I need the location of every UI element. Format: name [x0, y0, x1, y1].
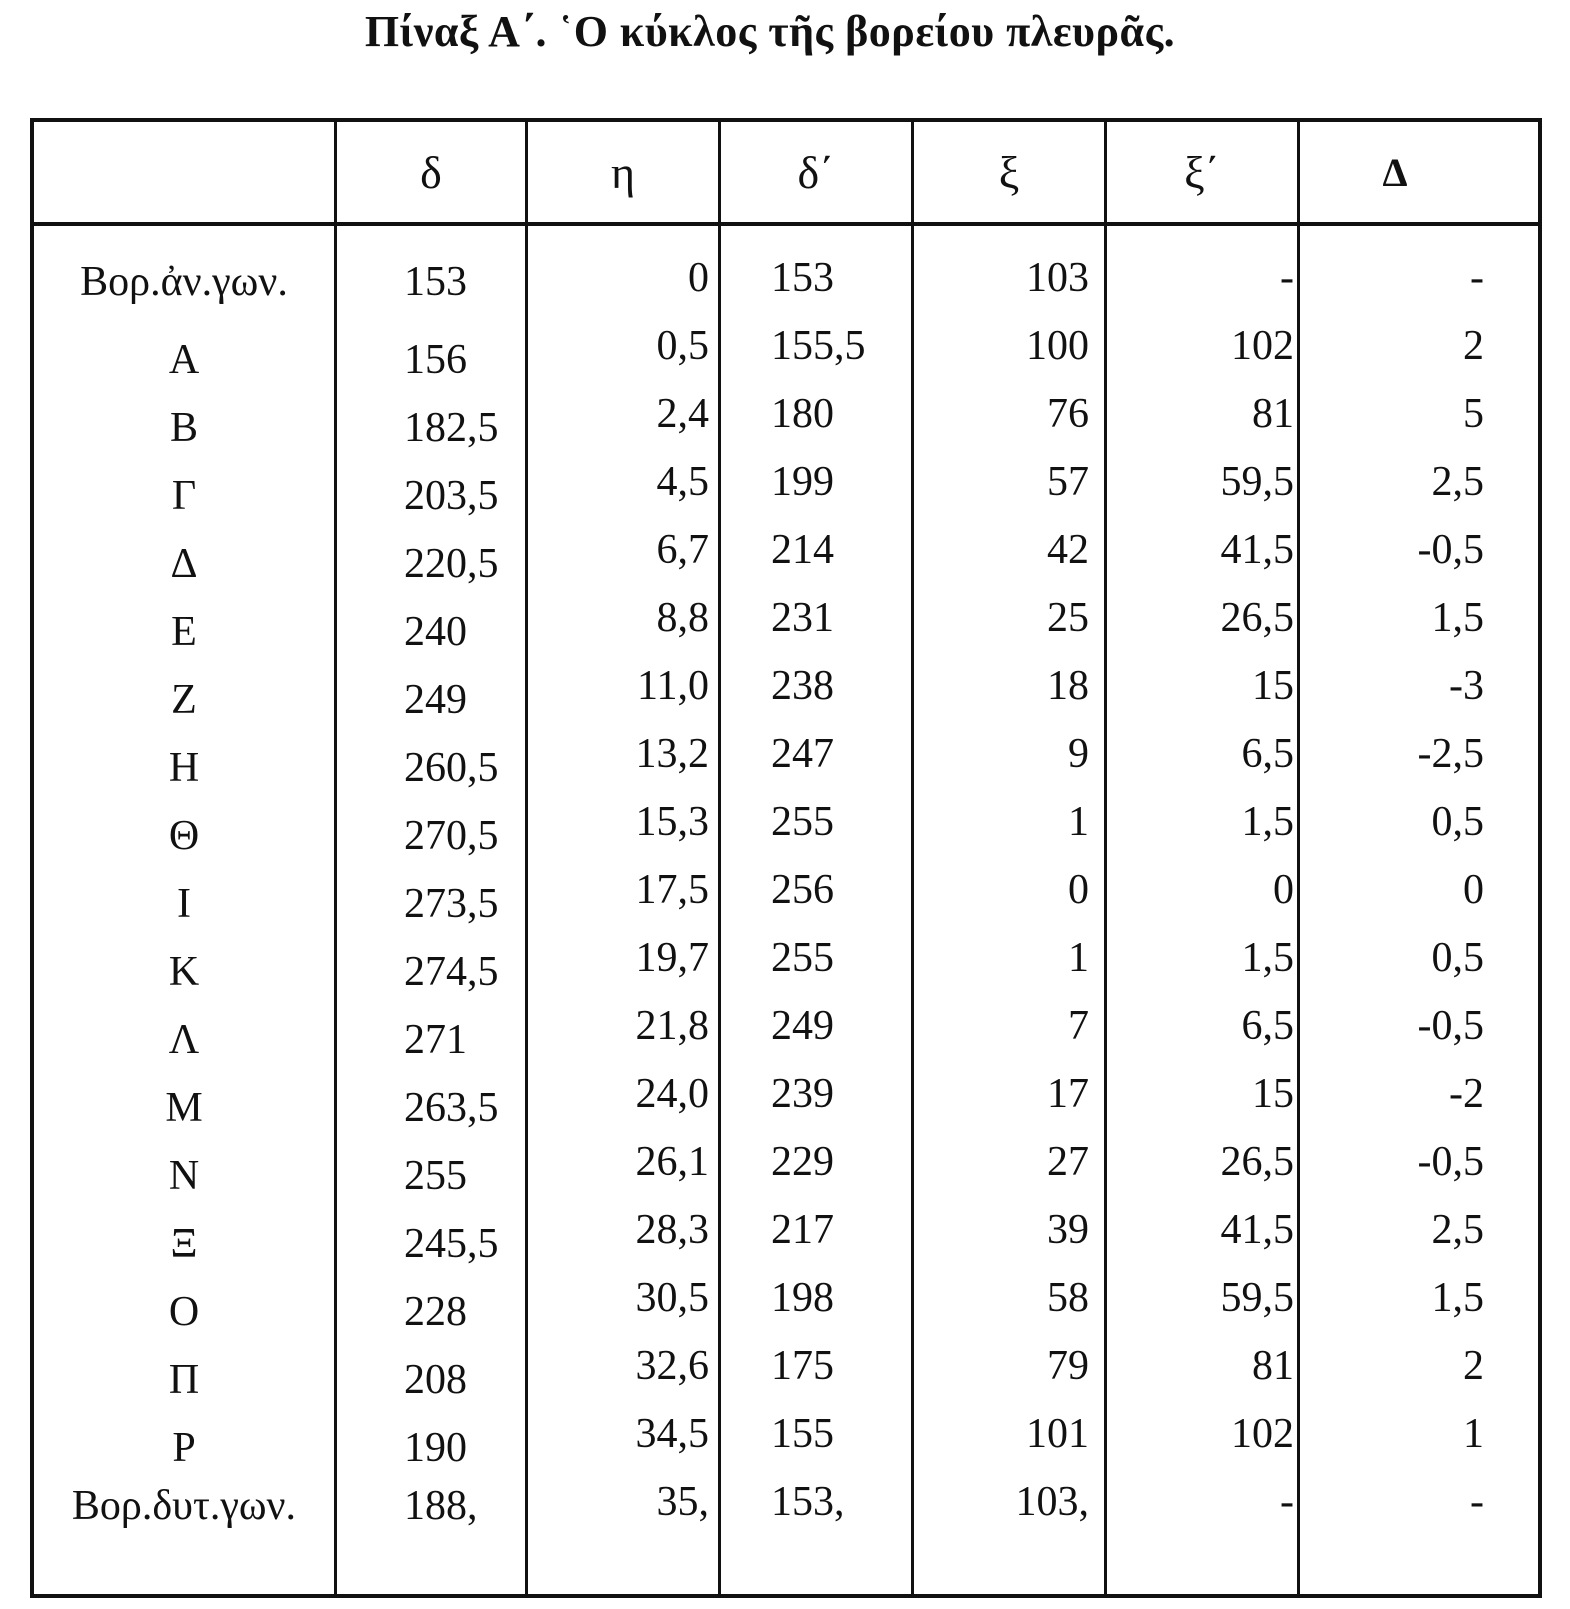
cell-delta-small: 188, — [404, 1483, 478, 1529]
cell-delta-prime: 255 — [771, 935, 834, 981]
cell-delta-prime: 239 — [771, 1071, 834, 1117]
table-row — [34, 516, 1538, 587]
row-label: Λ — [168, 1017, 200, 1063]
cell-delta-capital: - — [1470, 1479, 1484, 1525]
row-label: Ο — [168, 1289, 200, 1335]
row-label: Ε — [171, 609, 197, 655]
cell-eta: 30,5 — [635, 1275, 709, 1321]
row-label: Θ — [168, 813, 200, 859]
cell-delta-capital: 1,5 — [1431, 595, 1484, 641]
cell-delta-small: 220,5 — [404, 541, 499, 587]
cell-eta: 4,5 — [656, 459, 709, 505]
cell-eta: 11,0 — [637, 663, 709, 709]
cell-xi-prime: 59,5 — [1220, 459, 1294, 505]
cell-eta: 17,5 — [635, 867, 709, 913]
cell-eta: 21,8 — [635, 1003, 709, 1049]
row-label: Μ — [165, 1085, 203, 1131]
row-label: Βορ.δυτ.γων. — [71, 1483, 297, 1529]
row-label: Δ — [170, 541, 198, 587]
row-label: Κ — [168, 949, 200, 995]
cell-delta-prime: 256 — [771, 867, 834, 913]
cell-delta-prime: 238 — [771, 663, 834, 709]
cell-xi: 0 — [1068, 867, 1089, 913]
cell-xi: 57 — [1047, 459, 1089, 505]
cell-xi-prime: 59,5 — [1220, 1275, 1294, 1321]
cell-xi-prime: 102 — [1231, 323, 1294, 369]
cell-eta: 2,4 — [656, 391, 709, 437]
cell-delta-small: 255 — [404, 1153, 467, 1199]
cell-delta-prime: 153, — [771, 1479, 845, 1525]
cell-xi: 39 — [1047, 1207, 1089, 1253]
cell-delta-capital: 0,5 — [1431, 799, 1484, 845]
table-row — [34, 652, 1538, 723]
cell-eta: 32,6 — [635, 1343, 709, 1389]
cell-delta-small: 260,5 — [404, 745, 499, 791]
cell-delta-prime: 199 — [771, 459, 834, 505]
table-row — [34, 1332, 1538, 1403]
cell-xi: 17 — [1047, 1071, 1089, 1117]
table-title: Πίναξ Α΄. ῾Ο κύκλος τῆς βορείου πλευρᾶς. — [364, 7, 1176, 56]
cell-eta: 15,3 — [635, 799, 709, 845]
cell-xi: 103, — [1015, 1479, 1089, 1525]
cell-delta-small: 273,5 — [404, 881, 499, 927]
header-cell-xi-prime: ξ΄ — [1184, 146, 1220, 198]
cell-delta-capital: 0,5 — [1431, 935, 1484, 981]
table-row — [34, 720, 1538, 791]
cell-xi-prime: 1,5 — [1241, 935, 1294, 981]
cell-xi-prime: 41,5 — [1220, 1207, 1294, 1253]
cell-delta-small: 208 — [404, 1357, 467, 1403]
cell-delta-small: 249 — [404, 677, 467, 723]
cell-delta-small: 153 — [404, 259, 467, 305]
cell-delta-capital: -0,5 — [1417, 1003, 1484, 1049]
cell-xi-prime: 81 — [1252, 391, 1294, 437]
header-cell-delta-capital: Δ — [1382, 149, 1408, 195]
cell-xi-prime: 15 — [1252, 663, 1294, 709]
cell-xi-prime: 1,5 — [1241, 799, 1294, 845]
row-label: Βορ.ἀν.γων. — [80, 259, 288, 305]
cell-delta-prime: 214 — [771, 527, 834, 573]
row-label: Ν — [168, 1153, 200, 1199]
table-row — [34, 584, 1538, 655]
cell-xi: 58 — [1047, 1275, 1089, 1321]
row-label: Π — [168, 1357, 200, 1403]
cell-delta-small: 274,5 — [404, 949, 499, 995]
cell-xi: 25 — [1047, 595, 1089, 641]
cell-xi: 101 — [1026, 1411, 1089, 1457]
cell-delta-capital: 2 — [1463, 323, 1484, 369]
cell-delta-small: 271 — [404, 1017, 467, 1063]
cell-eta: 8,8 — [656, 595, 709, 641]
cell-delta-prime: 198 — [771, 1275, 834, 1321]
header-cell-xi: ξ — [998, 146, 1020, 198]
cell-eta: 6,7 — [656, 527, 709, 573]
cell-delta-small: 263,5 — [404, 1085, 499, 1131]
cell-eta: 26,1 — [635, 1139, 709, 1185]
cell-xi-prime: 41,5 — [1220, 527, 1294, 573]
cell-xi: 1 — [1068, 935, 1089, 981]
table-row — [34, 448, 1538, 519]
cell-xi: 79 — [1047, 1343, 1089, 1389]
row-label: Α — [168, 337, 200, 383]
cell-xi-prime: - — [1280, 255, 1294, 301]
cell-xi: 1 — [1068, 799, 1089, 845]
table-row — [34, 1468, 1538, 1536]
table-row — [34, 1060, 1538, 1131]
cell-delta-small: 270,5 — [404, 813, 499, 859]
row-label: Ξ — [170, 1221, 198, 1267]
row-label: Γ — [171, 473, 197, 519]
cell-delta-prime: 249 — [771, 1003, 834, 1049]
cell-delta-capital: 0 — [1463, 867, 1484, 913]
cell-xi: 42 — [1047, 527, 1089, 573]
cell-eta: 0 — [688, 255, 709, 301]
cell-eta: 34,5 — [635, 1411, 709, 1457]
table-row — [34, 1128, 1538, 1199]
header-cell-label — [34, 122, 334, 222]
cell-delta-prime: 180 — [771, 391, 834, 437]
cell-eta: 28,3 — [635, 1207, 709, 1253]
cell-delta-capital: -0,5 — [1417, 527, 1484, 573]
table-row — [34, 1264, 1538, 1335]
cell-delta-small: 190 — [404, 1425, 467, 1471]
cell-delta-prime: 217 — [771, 1207, 834, 1253]
cell-delta-prime: 153 — [771, 255, 834, 301]
cell-xi: 18 — [1047, 663, 1089, 709]
cell-xi-prime: 6,5 — [1241, 1003, 1294, 1049]
cell-delta-prime: 155 — [771, 1411, 834, 1457]
table-row — [34, 856, 1538, 927]
row-label: Ζ — [171, 677, 197, 723]
cell-delta-capital: -2,5 — [1417, 731, 1484, 777]
cell-delta-capital: 2,5 — [1431, 459, 1484, 505]
cell-delta-capital: 2,5 — [1431, 1207, 1484, 1253]
cell-xi-prime: 26,5 — [1220, 1139, 1294, 1185]
cell-eta: 0,5 — [656, 323, 709, 369]
cell-delta-capital: - — [1470, 255, 1484, 301]
cell-delta-prime: 155,5 — [771, 323, 866, 369]
cell-xi: 27 — [1047, 1139, 1089, 1185]
cell-delta-capital: -3 — [1449, 663, 1484, 709]
cell-xi-prime: 0 — [1273, 867, 1294, 913]
header-cell-eta: η — [610, 146, 636, 198]
cell-xi: 7 — [1068, 1003, 1089, 1049]
cell-xi: 100 — [1026, 323, 1089, 369]
cell-delta-prime: 255 — [771, 799, 834, 845]
cell-delta-capital: 1 — [1463, 1411, 1484, 1457]
cell-eta: 19,7 — [635, 935, 709, 981]
cell-delta-small: 228 — [404, 1289, 467, 1335]
row-label: Β — [169, 405, 198, 451]
cell-delta-prime: 229 — [771, 1139, 834, 1185]
cell-delta-small: 156 — [404, 337, 467, 383]
cell-delta-prime: 175 — [771, 1343, 834, 1389]
table-header-row — [34, 122, 1538, 226]
cell-delta-capital: 5 — [1463, 391, 1484, 437]
table-row — [34, 312, 1538, 383]
table-row — [34, 924, 1538, 995]
cell-xi: 76 — [1047, 391, 1089, 437]
row-label: Ρ — [172, 1425, 196, 1471]
cell-delta-capital: -0,5 — [1417, 1139, 1484, 1185]
cell-delta-small: 182,5 — [404, 405, 499, 451]
cell-delta-capital: -2 — [1449, 1071, 1484, 1117]
table-row — [34, 992, 1538, 1063]
row-label: Ι — [177, 881, 191, 927]
cell-xi-prime: - — [1280, 1479, 1294, 1525]
data-table — [30, 118, 1542, 1598]
row-label: Η — [168, 745, 200, 791]
cell-eta: 13,2 — [635, 731, 709, 777]
cell-xi-prime: 15 — [1252, 1071, 1294, 1117]
cell-xi: 9 — [1068, 731, 1089, 777]
cell-xi-prime: 26,5 — [1220, 595, 1294, 641]
cell-eta: 35, — [656, 1479, 709, 1525]
cell-delta-small: 203,5 — [404, 473, 499, 519]
table-row — [34, 1400, 1538, 1471]
cell-xi: 103 — [1026, 255, 1089, 301]
table-row — [34, 788, 1538, 859]
cell-delta-small: 240 — [404, 609, 467, 655]
cell-xi-prime: 102 — [1231, 1411, 1294, 1457]
table-row — [34, 380, 1538, 451]
cell-delta-small: 245,5 — [404, 1221, 499, 1267]
table-row — [34, 244, 1538, 312]
header-cell-delta-prime: δ΄ — [797, 146, 835, 198]
cell-delta-capital: 1,5 — [1431, 1275, 1484, 1321]
cell-xi-prime: 6,5 — [1241, 731, 1294, 777]
cell-xi-prime: 81 — [1252, 1343, 1294, 1389]
cell-eta: 24,0 — [635, 1071, 709, 1117]
cell-delta-prime: 247 — [771, 731, 834, 777]
cell-delta-capital: 2 — [1463, 1343, 1484, 1389]
table-row — [34, 1196, 1538, 1267]
header-cell-delta-small: δ — [420, 146, 442, 198]
cell-delta-prime: 231 — [771, 595, 834, 641]
